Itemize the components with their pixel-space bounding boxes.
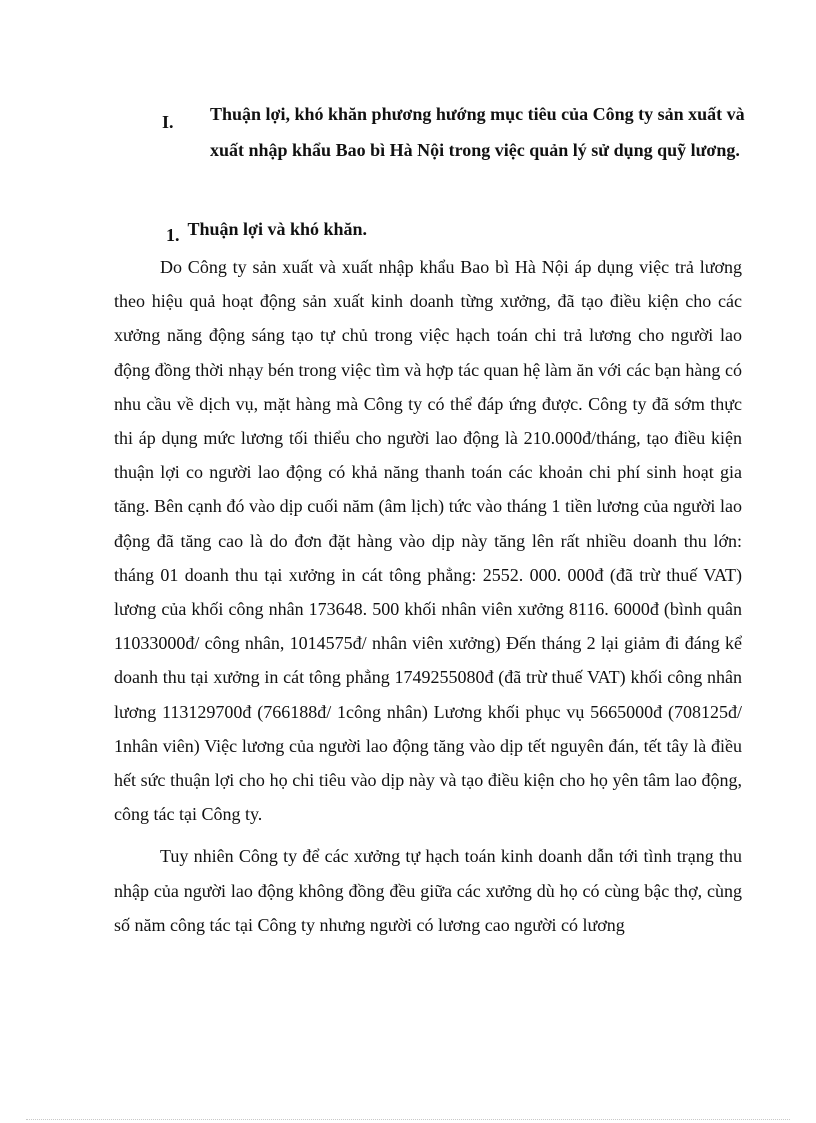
body-text <box>114 250 742 942</box>
subsection-title: Thuận lợi và khó khăn. <box>187 219 368 239</box>
paragraph: Do Công ty sản xuất và xuất nhập khẩu Bao bì Hà Nội áp dụng việc trả lương theo hiệu quả hoạt động sản xuất kinh doanh từng xưởng, đã tạo điều kiện cho các xưởng năng động sáng tạo tự chủ trong việc hạch toán chi trả lương cho người lao động đồng thời nhạy bén trong việc tìm và hợp tác quan hệ làm ăn với các bạn hàng có nhu cầu về dịch vụ, mặt hàng mà Công ty có thể đáp ứng được. Công ty đã sớm thực thi áp dụng mức lương tối thiểu cho người lao động là 210.000đ/tháng, tạo điều kiện thuận lợi co người lao động có khả năng thanh toán các khoản chi phí sinh hoạt gia tăng. Bên cạnh đó vào dịp cuối năm (âm lịch) tức vào tháng 1 tiền lương của người lao động đã tăng cao là do đơn đặt hàng vào dịp này tăng lên rất nhiều doanh thu lớn: tháng 01 doanh thu tại xưởng in cát tông phẳng: 2552. 000. 000đ (đã trừ thuế VAT) lương của khối công nhân 173648. 500 khối nhân viên xưởng 8116. 6000đ (bình quân 11033000đ/ công nhân, 1014575đ/ nhân viên xưởng) Đến tháng 2 lại giảm đi đáng kể doanh thu tại xưởng in cát tông phẳng 1749255080đ (đã trừ thuế VAT) khối công nhân lương 113129700đ (766188đ/ 1công nhân) Lương khối phục vụ 5665000đ (708125đ/ 1nhân viên) Việc lương của người lao động tăng vào dịp tết nguyên đán, tết tây là điều hết sức thuận lợi cho họ chi tiêu vào dịp này và tạo điều kiện cho họ yên tâm lao động, công tác tại Công ty. <box>114 257 742 825</box>
subsection-number: 1. <box>166 225 180 245</box>
section-number: I. <box>162 112 174 132</box>
subsection-heading <box>166 216 368 245</box>
paragraph: Tuy nhiên Công ty để các xưởng tự hạch toán kinh doanh dẫn tới tình trạng thu nhập của người lao động không đồng đều giữa các xưởng dù họ có cùng bậc thợ, cùng số năm công tác tại Công ty nhưng người có lương cao người có lương <box>114 846 742 935</box>
page-bottom-divider <box>26 1119 790 1120</box>
section-heading <box>162 96 762 168</box>
section-title: Thuận lợi, khó khăn phương hướng mục tiêu của Công ty sản xuất và xuất nhập khẩu Bao bì Hà Nội trong việc quản lý sử dụng quỹ lương. <box>210 104 745 160</box>
